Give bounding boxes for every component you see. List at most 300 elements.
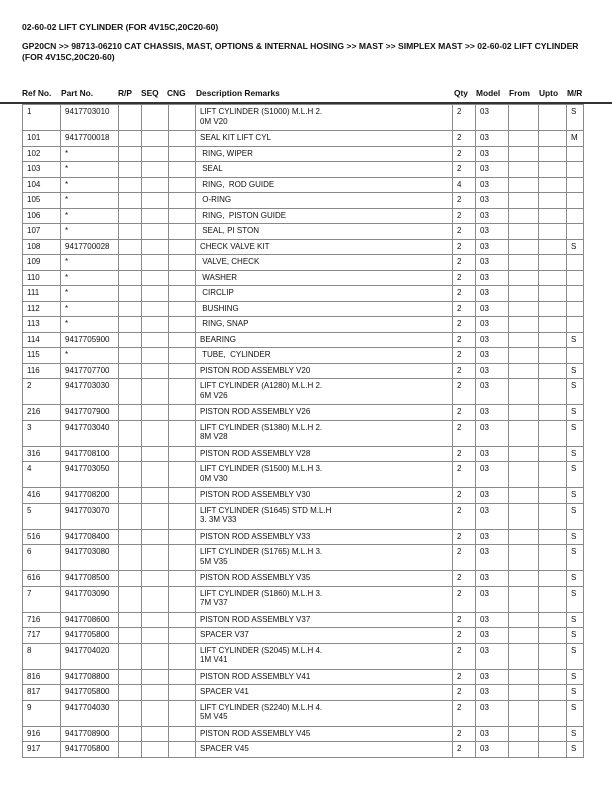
ref-cell: 102: [23, 146, 61, 162]
description-cell: RING, WIPER: [196, 146, 453, 162]
mr-cell: S: [567, 363, 584, 379]
part-number-cell: 9417707700: [61, 363, 119, 379]
rp-cell: [119, 301, 142, 317]
ref-cell: 5: [23, 503, 61, 529]
upto-cell: [539, 462, 567, 488]
qty-cell: 2: [453, 332, 476, 348]
table-row: [23, 529, 584, 545]
rp-cell: [119, 286, 142, 302]
ref-cell: 917: [23, 742, 61, 758]
table-row: [23, 462, 584, 488]
part-number-cell: 9417703080: [61, 545, 119, 571]
description-cell: SPACER V41: [196, 685, 453, 701]
ref-cell: 112: [23, 301, 61, 317]
header-desc: Description Remarks: [196, 88, 280, 98]
ref-cell: 113: [23, 317, 61, 333]
table-row: [23, 332, 584, 348]
from-cell: [509, 146, 539, 162]
cng-cell: [169, 255, 196, 271]
description-cell: PISTON ROD ASSEMBLY V45: [196, 726, 453, 742]
mr-cell: [567, 301, 584, 317]
from-cell: [509, 348, 539, 364]
table-row: [23, 643, 584, 669]
ref-cell: 716: [23, 612, 61, 628]
seq-cell: [142, 685, 169, 701]
seq-cell: [142, 363, 169, 379]
part-number-cell: *: [61, 270, 119, 286]
mr-cell: S: [567, 643, 584, 669]
description-cell: LIFT CYLINDER (S1380) M.L.H 2. 8M V28: [196, 420, 453, 446]
model-cell: 03: [476, 301, 509, 317]
description-cell: VALVE, CHECK: [196, 255, 453, 271]
upto-cell: [539, 363, 567, 379]
qty-cell: 2: [453, 726, 476, 742]
rp-cell: [119, 363, 142, 379]
mr-cell: S: [567, 700, 584, 726]
model-cell: 03: [476, 146, 509, 162]
cng-cell: [169, 586, 196, 612]
description-cell: PISTON ROD ASSEMBLY V33: [196, 529, 453, 545]
rp-cell: [119, 105, 142, 131]
qty-cell: 2: [453, 105, 476, 131]
from-cell: [509, 488, 539, 504]
description-cell: LIFT CYLINDER (S1860) M.L.H 3. 7M V37: [196, 586, 453, 612]
cng-cell: [169, 379, 196, 405]
model-cell: 03: [476, 628, 509, 644]
upto-cell: [539, 301, 567, 317]
qty-cell: 2: [453, 628, 476, 644]
from-cell: [509, 286, 539, 302]
part-number-cell: 9417700028: [61, 239, 119, 255]
ref-cell: 111: [23, 286, 61, 302]
from-cell: [509, 669, 539, 685]
table-row: [23, 545, 584, 571]
from-cell: [509, 224, 539, 240]
from-cell: [509, 742, 539, 758]
rp-cell: [119, 379, 142, 405]
seq-cell: [142, 700, 169, 726]
upto-cell: [539, 379, 567, 405]
description-cell: RING, ROD GUIDE: [196, 177, 453, 193]
table-row: [23, 488, 584, 504]
ref-cell: 616: [23, 571, 61, 587]
from-cell: [509, 239, 539, 255]
seq-cell: [142, 255, 169, 271]
qty-cell: 4: [453, 177, 476, 193]
header-mr: M/R: [567, 88, 583, 98]
ref-cell: 8: [23, 643, 61, 669]
rp-cell: [119, 628, 142, 644]
cng-cell: [169, 643, 196, 669]
mr-cell: [567, 348, 584, 364]
header-upto: Upto: [539, 88, 559, 98]
table-row: [23, 162, 584, 178]
from-cell: [509, 700, 539, 726]
part-number-cell: 9417708100: [61, 446, 119, 462]
model-cell: 03: [476, 208, 509, 224]
part-number-cell: *: [61, 208, 119, 224]
upto-cell: [539, 208, 567, 224]
ref-cell: 109: [23, 255, 61, 271]
mr-cell: S: [567, 446, 584, 462]
upto-cell: [539, 405, 567, 421]
model-cell: 03: [476, 270, 509, 286]
header-from: From: [509, 88, 530, 98]
seq-cell: [142, 628, 169, 644]
ref-cell: 916: [23, 726, 61, 742]
rp-cell: [119, 462, 142, 488]
upto-cell: [539, 162, 567, 178]
model-cell: 03: [476, 612, 509, 628]
cng-cell: [169, 317, 196, 333]
table-row: [23, 239, 584, 255]
table-row: [23, 700, 584, 726]
cng-cell: [169, 669, 196, 685]
qty-cell: 2: [453, 420, 476, 446]
mr-cell: S: [567, 571, 584, 587]
table-row: [23, 742, 584, 758]
rp-cell: [119, 208, 142, 224]
rp-cell: [119, 685, 142, 701]
table-header: [0, 88, 612, 100]
part-number-cell: *: [61, 301, 119, 317]
description-cell: LIFT CYLINDER (S1000) M.L.H 2. 0M V20: [196, 105, 453, 131]
ref-cell: 4: [23, 462, 61, 488]
qty-cell: 2: [453, 700, 476, 726]
ref-cell: 115: [23, 348, 61, 364]
qty-cell: 2: [453, 529, 476, 545]
qty-cell: 2: [453, 270, 476, 286]
qty-cell: 2: [453, 379, 476, 405]
seq-cell: [142, 162, 169, 178]
mr-cell: S: [567, 545, 584, 571]
model-cell: 03: [476, 255, 509, 271]
seq-cell: [142, 669, 169, 685]
mr-cell: S: [567, 379, 584, 405]
model-cell: 03: [476, 726, 509, 742]
part-number-cell: *: [61, 177, 119, 193]
ref-cell: 116: [23, 363, 61, 379]
description-cell: BUSHING: [196, 301, 453, 317]
cng-cell: [169, 488, 196, 504]
seq-cell: [142, 612, 169, 628]
qty-cell: 2: [453, 208, 476, 224]
description-cell: LIFT CYLINDER (S1500) M.L.H 3. 0M V30: [196, 462, 453, 488]
description-cell: LIFT CYLINDER (S1765) M.L.H 3. 5M V35: [196, 545, 453, 571]
rp-cell: [119, 193, 142, 209]
description-cell: PISTON ROD ASSEMBLY V20: [196, 363, 453, 379]
upto-cell: [539, 239, 567, 255]
mr-cell: [567, 193, 584, 209]
qty-cell: 2: [453, 405, 476, 421]
mr-cell: S: [567, 685, 584, 701]
part-number-cell: *: [61, 224, 119, 240]
rp-cell: [119, 446, 142, 462]
mr-cell: [567, 146, 584, 162]
table-row: [23, 379, 584, 405]
table-row: [23, 628, 584, 644]
upto-cell: [539, 612, 567, 628]
from-cell: [509, 193, 539, 209]
part-number-cell: 9417704020: [61, 643, 119, 669]
upto-cell: [539, 317, 567, 333]
seq-cell: [142, 208, 169, 224]
cng-cell: [169, 177, 196, 193]
seq-cell: [142, 193, 169, 209]
table-row: [23, 270, 584, 286]
mr-cell: [567, 224, 584, 240]
seq-cell: [142, 420, 169, 446]
cng-cell: [169, 105, 196, 131]
seq-cell: [142, 571, 169, 587]
from-cell: [509, 131, 539, 147]
rp-cell: [119, 405, 142, 421]
model-cell: 03: [476, 586, 509, 612]
qty-cell: 2: [453, 255, 476, 271]
rp-cell: [119, 420, 142, 446]
rp-cell: [119, 503, 142, 529]
cng-cell: [169, 131, 196, 147]
model-cell: 03: [476, 420, 509, 446]
model-cell: 03: [476, 131, 509, 147]
table-row: [23, 301, 584, 317]
from-cell: [509, 628, 539, 644]
qty-cell: 2: [453, 643, 476, 669]
cng-cell: [169, 628, 196, 644]
cng-cell: [169, 348, 196, 364]
part-number-cell: 9417703030: [61, 379, 119, 405]
rp-cell: [119, 529, 142, 545]
parts-table-body: [23, 105, 584, 758]
cng-cell: [169, 270, 196, 286]
model-cell: 03: [476, 348, 509, 364]
rp-cell: [119, 162, 142, 178]
upto-cell: [539, 628, 567, 644]
part-number-cell: 9417704030: [61, 700, 119, 726]
table-row: [23, 255, 584, 271]
seq-cell: [142, 742, 169, 758]
from-cell: [509, 685, 539, 701]
rp-cell: [119, 488, 142, 504]
cng-cell: [169, 612, 196, 628]
upto-cell: [539, 529, 567, 545]
seq-cell: [142, 643, 169, 669]
seq-cell: [142, 446, 169, 462]
upto-cell: [539, 643, 567, 669]
mr-cell: S: [567, 332, 584, 348]
part-number-cell: 9417708400: [61, 529, 119, 545]
seq-cell: [142, 332, 169, 348]
ref-cell: 2: [23, 379, 61, 405]
from-cell: [509, 643, 539, 669]
mr-cell: S: [567, 462, 584, 488]
part-number-cell: *: [61, 146, 119, 162]
from-cell: [509, 529, 539, 545]
description-cell: PISTON ROD ASSEMBLY V37: [196, 612, 453, 628]
ref-cell: 216: [23, 405, 61, 421]
mr-cell: S: [567, 612, 584, 628]
rp-cell: [119, 643, 142, 669]
description-cell: RING, PISTON GUIDE: [196, 208, 453, 224]
table-row: [23, 669, 584, 685]
upto-cell: [539, 286, 567, 302]
from-cell: [509, 301, 539, 317]
ref-cell: 106: [23, 208, 61, 224]
seq-cell: [142, 405, 169, 421]
qty-cell: 2: [453, 146, 476, 162]
part-number-cell: 9417708900: [61, 726, 119, 742]
table-row: [23, 571, 584, 587]
table-row: [23, 105, 584, 131]
rp-cell: [119, 669, 142, 685]
model-cell: 03: [476, 363, 509, 379]
upto-cell: [539, 348, 567, 364]
qty-cell: 2: [453, 162, 476, 178]
cng-cell: [169, 193, 196, 209]
header-qty: Qty: [454, 88, 468, 98]
part-number-cell: 9417705800: [61, 742, 119, 758]
description-cell: PISTON ROD ASSEMBLY V35: [196, 571, 453, 587]
from-cell: [509, 255, 539, 271]
cng-cell: [169, 742, 196, 758]
seq-cell: [142, 379, 169, 405]
qty-cell: 2: [453, 286, 476, 302]
description-cell: O-RING: [196, 193, 453, 209]
qty-cell: 2: [453, 586, 476, 612]
upto-cell: [539, 742, 567, 758]
mr-cell: S: [567, 420, 584, 446]
cng-cell: [169, 529, 196, 545]
qty-cell: 2: [453, 193, 476, 209]
table-row: [23, 586, 584, 612]
part-number-cell: 9417705800: [61, 628, 119, 644]
qty-cell: 2: [453, 742, 476, 758]
part-number-cell: *: [61, 286, 119, 302]
from-cell: [509, 571, 539, 587]
page-title: 02-60-02 LIFT CYLINDER (FOR 4V15C,20C20-60): [22, 22, 219, 32]
table-row: [23, 503, 584, 529]
mr-cell: S: [567, 628, 584, 644]
mr-cell: [567, 162, 584, 178]
cng-cell: [169, 239, 196, 255]
qty-cell: 2: [453, 131, 476, 147]
part-number-cell: *: [61, 255, 119, 271]
cng-cell: [169, 301, 196, 317]
seq-cell: [142, 726, 169, 742]
from-cell: [509, 270, 539, 286]
cng-cell: [169, 462, 196, 488]
mr-cell: S: [567, 105, 584, 131]
cng-cell: [169, 208, 196, 224]
table-row: [23, 348, 584, 364]
description-cell: SPACER V45: [196, 742, 453, 758]
part-number-cell: 9417700018: [61, 131, 119, 147]
table-row: [23, 420, 584, 446]
description-cell: SPACER V37: [196, 628, 453, 644]
mr-cell: [567, 177, 584, 193]
from-cell: [509, 612, 539, 628]
description-cell: LIFT CYLINDER (A1280) M.L.H 2. 6M V26: [196, 379, 453, 405]
cng-cell: [169, 420, 196, 446]
rp-cell: [119, 239, 142, 255]
qty-cell: 2: [453, 669, 476, 685]
seq-cell: [142, 239, 169, 255]
cng-cell: [169, 446, 196, 462]
part-number-cell: *: [61, 348, 119, 364]
table-row: [23, 446, 584, 462]
upto-cell: [539, 270, 567, 286]
upto-cell: [539, 669, 567, 685]
cng-cell: [169, 545, 196, 571]
rp-cell: [119, 146, 142, 162]
from-cell: [509, 726, 539, 742]
table-row: [23, 146, 584, 162]
model-cell: 03: [476, 462, 509, 488]
qty-cell: 2: [453, 571, 476, 587]
qty-cell: 2: [453, 239, 476, 255]
ref-cell: 108: [23, 239, 61, 255]
model-cell: 03: [476, 700, 509, 726]
description-cell: PISTON ROD ASSEMBLY V26: [196, 405, 453, 421]
model-cell: 03: [476, 405, 509, 421]
ref-cell: 107: [23, 224, 61, 240]
table-row: [23, 317, 584, 333]
part-number-cell: 9417708200: [61, 488, 119, 504]
from-cell: [509, 363, 539, 379]
seq-cell: [142, 270, 169, 286]
part-number-cell: 9417705900: [61, 332, 119, 348]
upto-cell: [539, 255, 567, 271]
model-cell: 03: [476, 742, 509, 758]
upto-cell: [539, 131, 567, 147]
mr-cell: S: [567, 742, 584, 758]
mr-cell: S: [567, 239, 584, 255]
mr-cell: M: [567, 131, 584, 147]
table-row: [23, 208, 584, 224]
description-cell: LIFT CYLINDER (S2045) M.L.H 4. 1M V41: [196, 643, 453, 669]
seq-cell: [142, 488, 169, 504]
part-number-cell: *: [61, 162, 119, 178]
qty-cell: 2: [453, 488, 476, 504]
seq-cell: [142, 545, 169, 571]
upto-cell: [539, 488, 567, 504]
model-cell: 03: [476, 545, 509, 571]
qty-cell: 2: [453, 301, 476, 317]
table-row: [23, 685, 584, 701]
seq-cell: [142, 586, 169, 612]
from-cell: [509, 177, 539, 193]
rp-cell: [119, 742, 142, 758]
cng-cell: [169, 286, 196, 302]
model-cell: 03: [476, 239, 509, 255]
model-cell: 03: [476, 503, 509, 529]
ref-cell: 105: [23, 193, 61, 209]
header-rp: R/P: [118, 88, 132, 98]
model-cell: 03: [476, 379, 509, 405]
seq-cell: [142, 131, 169, 147]
ref-cell: 1: [23, 105, 61, 131]
seq-cell: [142, 529, 169, 545]
part-number-cell: 9417705800: [61, 685, 119, 701]
part-number-cell: 9417707900: [61, 405, 119, 421]
parts-table: [22, 104, 584, 758]
model-cell: 03: [476, 571, 509, 587]
table-row: [23, 726, 584, 742]
qty-cell: 2: [453, 224, 476, 240]
mr-cell: S: [567, 726, 584, 742]
table-row: [23, 177, 584, 193]
description-cell: PISTON ROD ASSEMBLY V28: [196, 446, 453, 462]
